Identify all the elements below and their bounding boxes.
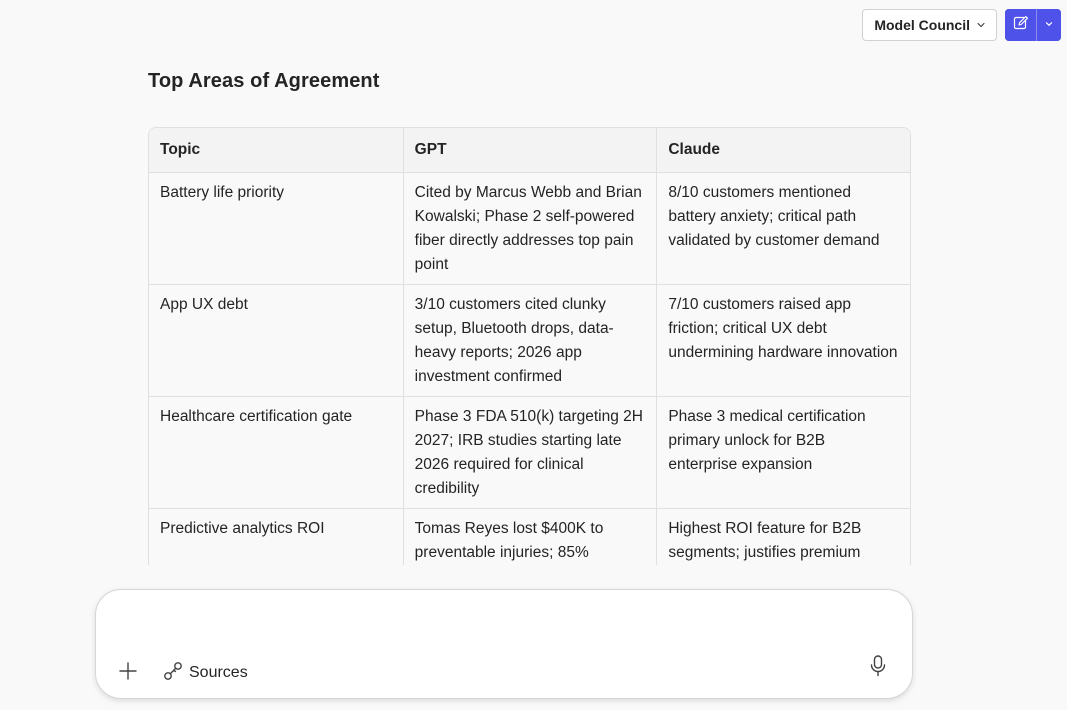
table-cell-claude: Phase 3 medical certification primary unlock for B2B enterprise expansion [656, 397, 910, 508]
table-row [149, 172, 910, 284]
table-cell-topic: Healthcare certification gate [160, 408, 353, 425]
new-chat-split-button [1005, 9, 1061, 41]
column-header-topic: Topic [160, 141, 201, 158]
microphone-button[interactable] [866, 655, 890, 681]
table-cell-gpt: Phase 3 FDA 510(k) targeting 2H 2027; IRB studies starting late 2026 required for clinical credibility [403, 397, 657, 508]
section-heading: Top Areas of Agreement [148, 70, 380, 92]
sources-label: Sources [189, 664, 248, 681]
message-composer [95, 589, 913, 699]
table-cell-topic: App UX debt [160, 296, 248, 313]
microphone-icon [870, 655, 886, 682]
column-header-gpt: GPT [403, 128, 657, 172]
table-cell-claude: 8/10 customers mentioned battery anxiety; critical path validated by customer demand [656, 173, 910, 284]
table-cell-gpt: Tomas Reyes lost $400K to preventable injuries; 85% [403, 509, 657, 565]
chevron-down-icon [1044, 16, 1054, 34]
table-cell-claude: Highest ROI feature for B2B segments; justifies premium [656, 509, 910, 565]
new-chat-button[interactable] [1005, 9, 1036, 41]
compose-icon [1013, 15, 1029, 36]
response-content [148, 0, 911, 565]
table-header-row [149, 128, 910, 172]
table-row [149, 284, 910, 396]
chevron-down-icon [976, 20, 986, 30]
model-selector-label: Model Council [874, 17, 970, 33]
table-cell-gpt: Cited by Marcus Webb and Brian Kowalski; Phase 2 self-powered fiber directly addresses top pain point [403, 173, 657, 284]
sources-button[interactable] [163, 662, 248, 684]
new-chat-dropdown-button[interactable] [1037, 9, 1061, 41]
plus-icon [118, 661, 138, 686]
column-header-claude: Claude [656, 128, 910, 172]
table-row [149, 508, 910, 565]
table-cell-gpt: 3/10 customers cited clunky setup, Bluetooth drops, data-heavy reports; 2026 app investment confirmed [403, 285, 657, 396]
message-input[interactable] [120, 610, 880, 650]
link-icon [163, 661, 183, 686]
table-cell-claude: 7/10 customers raised app friction; critical UX debt undermining hardware innovation [656, 285, 910, 396]
table-row [149, 396, 910, 508]
table-cell-topic: Battery life priority [160, 184, 285, 201]
agreement-table [148, 127, 911, 565]
add-button[interactable] [116, 661, 140, 685]
table-cell-topic: Predictive analytics ROI [160, 520, 325, 537]
